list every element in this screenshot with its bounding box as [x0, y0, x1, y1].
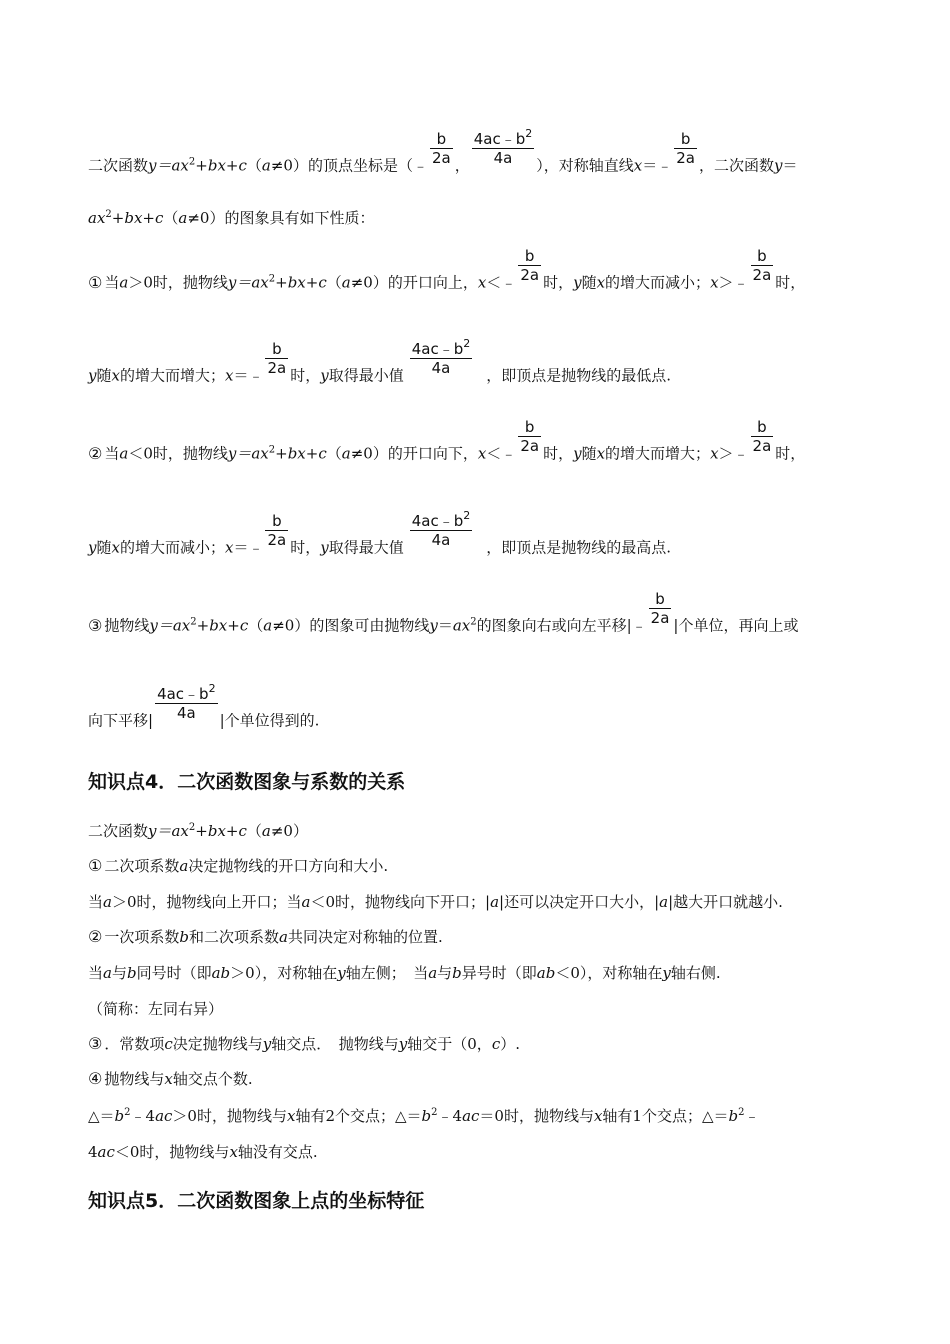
- item2-line2: [88, 509, 890, 567]
- math: y: [262, 1035, 272, 1053]
- math: a: [178, 209, 188, 227]
- fraction-shift: [155, 682, 218, 722]
- math: y: [320, 366, 329, 385]
- text: 决定抛物线的开口方向和大小.: [188, 857, 389, 875]
- numerator-text: 4ac﹣b: [157, 685, 209, 703]
- math: x: [111, 538, 120, 557]
- math: y＝ax: [148, 822, 189, 840]
- text: 随: [581, 444, 597, 463]
- math: x: [477, 273, 487, 292]
- numerator: [410, 337, 473, 359]
- text: 一次项系数: [104, 928, 180, 946]
- s4-line4: [88, 927, 890, 947]
- text: 的增大而增大；: [119, 366, 225, 385]
- text: 轴有2个交点；△＝: [295, 1107, 422, 1125]
- math: x: [111, 366, 120, 385]
- text: 决定抛物线与: [172, 1035, 263, 1053]
- text: ＞﹣: [718, 444, 749, 463]
- text: △＝: [88, 1107, 115, 1125]
- s4-line3: [88, 892, 890, 912]
- exponent: 2: [188, 156, 196, 168]
- exponent: 2: [105, 209, 112, 220]
- text: ＜0时，抛物线向下开口；|: [310, 893, 491, 911]
- text: 抛物线: [104, 616, 150, 635]
- denominator: 4a: [176, 704, 196, 722]
- fraction-b-over-2a: [265, 340, 288, 377]
- text: ＞0），对称轴在: [230, 964, 338, 982]
- circled-number: ④: [88, 1069, 103, 1088]
- math: y: [88, 366, 97, 385]
- circled-number: ②: [88, 927, 103, 946]
- math: a: [490, 893, 500, 911]
- exponent: 2: [268, 444, 276, 456]
- s4-line2: [88, 856, 890, 876]
- text: 抛物线与: [104, 1070, 165, 1088]
- math: x: [596, 444, 606, 463]
- numerator: [155, 682, 218, 704]
- exponent: 2: [431, 1107, 438, 1118]
- text: ＜0时，抛物线: [128, 444, 228, 463]
- math: y＝ax: [227, 273, 269, 292]
- text: 时，: [290, 538, 321, 557]
- denominator: 2a: [267, 531, 287, 549]
- exponent: 2: [525, 127, 533, 140]
- numerator: b: [430, 130, 453, 149]
- text: 异号时（即: [461, 964, 537, 982]
- math: x: [224, 366, 234, 385]
- math: +bx+c: [111, 209, 164, 227]
- math: a: [261, 156, 271, 175]
- numerator: b: [751, 418, 774, 437]
- text: 时，: [543, 273, 574, 292]
- denominator: 2a: [752, 266, 772, 284]
- fraction-min-value: [410, 337, 473, 377]
- fraction-b-over-2a: [265, 512, 288, 549]
- text: ﹣4: [130, 1107, 156, 1125]
- section-heading-5: 知识点5．二次函数图象上点的坐标特征: [88, 1190, 425, 1212]
- text: （: [248, 616, 264, 635]
- denominator: 2a: [267, 359, 287, 377]
- text: 轴有1个交点；△＝: [602, 1107, 729, 1125]
- math: y: [573, 444, 582, 463]
- text: |还可以决定开口大小，|: [499, 893, 660, 911]
- text: 的增大而减小；: [119, 538, 225, 557]
- text: ＞﹣: [718, 273, 749, 292]
- text: （: [163, 209, 179, 227]
- text: 的增大而减小；: [605, 273, 711, 292]
- denominator: 4a: [431, 359, 451, 377]
- math: y: [774, 156, 783, 175]
- math: ax: [88, 209, 106, 227]
- text: 和二次项系数: [188, 928, 279, 946]
- circled-number: ②: [88, 443, 103, 463]
- text: （: [326, 273, 342, 292]
- math: y: [573, 273, 582, 292]
- exponent: 2: [470, 616, 477, 628]
- denominator: 2a: [676, 149, 696, 167]
- text: 时，: [290, 366, 321, 385]
- text: |个单位，再向上或: [673, 616, 799, 635]
- math: b: [126, 964, 137, 982]
- math: c: [491, 1035, 501, 1053]
- math: a: [301, 893, 311, 911]
- s4-line1: [88, 821, 890, 841]
- exponent: 2: [208, 682, 216, 695]
- math: x: [477, 444, 487, 463]
- text: ，即顶点是抛物线的最高点.: [486, 538, 672, 557]
- text: 随: [96, 366, 112, 385]
- text: ＜0时，抛物线与: [114, 1143, 230, 1161]
- text: ，即顶点是抛物线的最低点.: [486, 366, 672, 385]
- text: （: [246, 822, 262, 840]
- math: y＝ax: [149, 616, 191, 635]
- math: ac: [155, 1107, 173, 1125]
- text: （: [246, 156, 262, 175]
- fraction-b-over-2a: [430, 130, 453, 167]
- math: a: [263, 616, 273, 635]
- item1-line2: [88, 337, 890, 395]
- s4-line10: [88, 1142, 890, 1162]
- math: a: [659, 893, 669, 911]
- text: ），对称轴直线: [536, 156, 634, 175]
- math: y＝ax: [227, 444, 269, 463]
- s4-line6: （简称：左同右异）: [88, 1000, 224, 1018]
- text: ＜0），对称轴在: [555, 964, 663, 982]
- denominator: 2a: [752, 437, 772, 455]
- text: 向下平移|: [88, 711, 154, 730]
- fraction-vertex-y: [472, 127, 535, 167]
- fraction-b-over-2a: [518, 418, 541, 455]
- text: 轴交点个数.: [172, 1070, 253, 1088]
- item1-line1: [88, 247, 890, 302]
- math: x: [286, 1107, 296, 1125]
- text: ﹣: [744, 1107, 760, 1125]
- math: ab: [536, 964, 556, 982]
- text: 时，: [775, 444, 806, 463]
- text: 轴交于（0，: [407, 1035, 492, 1053]
- text: ≠0）: [270, 822, 308, 840]
- circled-number: ①: [88, 856, 103, 875]
- text: ＝﹣: [642, 156, 673, 175]
- math: +bx+c: [196, 616, 249, 635]
- text: ．常数项: [104, 1035, 165, 1053]
- numerator-text: 4ac﹣b: [411, 512, 464, 530]
- exponent: 2: [124, 1107, 131, 1118]
- text: 轴右侧.: [670, 964, 721, 982]
- fraction-b-over-2a: [751, 247, 774, 284]
- exponent: 2: [463, 337, 471, 350]
- text: 当: [104, 273, 120, 292]
- math: b: [452, 964, 462, 982]
- text: 与: [437, 964, 453, 982]
- math: y: [429, 616, 438, 635]
- fraction-b-over-2a: [518, 247, 541, 284]
- math: x: [596, 273, 606, 292]
- text: 的图象向右或向左平移|﹣: [476, 616, 647, 635]
- numerator-text: 4ac﹣b: [411, 340, 464, 358]
- math: y: [662, 964, 671, 982]
- denominator: 2a: [650, 609, 670, 627]
- text: 轴没有交点.: [237, 1143, 318, 1161]
- denominator: 4a: [431, 531, 451, 549]
- text: ≠0）的开口向上，: [350, 273, 478, 292]
- text: ＞0时，抛物线向上开口；当: [111, 893, 302, 911]
- math: y＝ax: [148, 156, 189, 175]
- text: ＜﹣: [486, 273, 517, 292]
- numerator: b: [265, 340, 288, 359]
- math: a: [341, 444, 351, 463]
- fraction-b-over-2a: [674, 130, 697, 167]
- math: a: [103, 893, 112, 911]
- math: b: [421, 1107, 432, 1125]
- numerator: b: [751, 247, 774, 266]
- math: b: [114, 1107, 125, 1125]
- text: 二次函数: [88, 822, 149, 840]
- math: +bx+c: [275, 273, 327, 292]
- text: ＜﹣: [486, 444, 517, 463]
- text: ＝﹣: [233, 366, 264, 385]
- text: 当: [88, 964, 104, 982]
- text: 时，: [543, 444, 574, 463]
- text: （: [326, 444, 342, 463]
- text: ＞0时，抛物线与: [172, 1107, 287, 1125]
- text: 共同决定对称轴的位置.: [287, 928, 443, 946]
- text: ＝0时，抛物线与: [479, 1107, 594, 1125]
- numerator: b: [649, 590, 672, 609]
- exponent: 2: [738, 1107, 745, 1118]
- text: |个单位得到的.: [219, 711, 320, 730]
- math: +bx+c: [195, 822, 247, 840]
- fraction-b-over-2a: [751, 418, 774, 455]
- denominator: 2a: [431, 149, 451, 167]
- math: ac: [462, 1107, 480, 1125]
- text: 二次函数: [88, 156, 149, 175]
- denominator: 2a: [520, 266, 540, 284]
- math: +bx+c: [195, 156, 247, 175]
- math: ac: [97, 1143, 115, 1161]
- math: a: [261, 822, 271, 840]
- text: 与: [111, 964, 127, 982]
- text: ＝﹣: [233, 538, 264, 557]
- item2-line1: [88, 418, 890, 473]
- math: a: [428, 964, 438, 982]
- text: |越大开口就越小.: [668, 893, 783, 911]
- fraction-max-value: [410, 509, 473, 549]
- numerator: [472, 127, 535, 149]
- text: ＞0时，抛物线: [128, 273, 228, 292]
- math: a: [278, 928, 288, 946]
- item3-line2: [88, 682, 890, 740]
- s4-line7: [88, 1034, 890, 1054]
- math: ax: [452, 616, 471, 635]
- text: 4: [88, 1143, 98, 1161]
- exponent: 2: [268, 273, 276, 285]
- section-heading-4: 知识点4．二次函数图象与系数的关系: [88, 771, 406, 793]
- circled-number: ③: [88, 615, 103, 635]
- fraction-b-over-2a: [649, 590, 672, 627]
- s4-line8: [88, 1069, 890, 1089]
- math: x: [164, 1070, 173, 1088]
- numerator: b: [674, 130, 697, 149]
- text: ≠0）的图象具有如下性质：: [187, 209, 375, 227]
- equals: ＝: [782, 156, 798, 175]
- item3-line1: [88, 590, 890, 645]
- text: 二次项系数: [104, 857, 180, 875]
- denominator: 2a: [520, 437, 540, 455]
- math: x: [593, 1107, 603, 1125]
- math: a: [179, 857, 189, 875]
- math: x: [229, 1143, 238, 1161]
- numerator: [410, 509, 473, 531]
- vertex-line: [88, 127, 890, 185]
- math: a: [119, 444, 129, 463]
- text: 的增大而增大；: [605, 444, 711, 463]
- math: x: [224, 538, 234, 557]
- text: 随: [96, 538, 112, 557]
- math: +bx+c: [275, 444, 327, 463]
- text: ，二次函数: [699, 156, 775, 175]
- text: ＝: [437, 616, 453, 635]
- text: ≠0）的开口向下，: [350, 444, 478, 463]
- numerator: b: [518, 418, 541, 437]
- math: b: [179, 928, 189, 946]
- exponent: 2: [190, 616, 197, 628]
- math: y: [337, 964, 346, 982]
- math: y: [320, 538, 329, 557]
- math: y: [88, 538, 97, 557]
- math: b: [728, 1107, 739, 1125]
- text: ，: [454, 156, 470, 175]
- math: a: [119, 273, 129, 292]
- denominator: 4a: [493, 149, 513, 167]
- s4-line9: [88, 1106, 890, 1126]
- math: x: [710, 444, 719, 463]
- numerator: b: [518, 247, 541, 266]
- math: c: [164, 1035, 173, 1053]
- math: ab: [211, 964, 231, 982]
- s4-line5: [88, 963, 890, 983]
- math: x: [633, 156, 643, 175]
- circled-number: ③: [88, 1034, 103, 1053]
- text: 随: [581, 273, 597, 292]
- text: ﹣4: [437, 1107, 463, 1125]
- properties-intro-line: [88, 208, 890, 228]
- text: ≠0）的顶点坐标是（﹣: [270, 156, 428, 175]
- text: 时，: [775, 273, 806, 292]
- circled-number: ①: [88, 272, 103, 292]
- text: 轴左侧； 当: [345, 964, 429, 982]
- numerator-text: 4ac﹣b: [473, 130, 526, 148]
- text: 取得最大值: [328, 538, 404, 557]
- math: a: [103, 964, 112, 982]
- text: 当: [88, 893, 104, 911]
- numerator: b: [265, 512, 288, 531]
- text: 同号时（即: [136, 964, 212, 982]
- math: x: [710, 273, 719, 292]
- exponent: 2: [463, 509, 471, 522]
- text: ）.: [500, 1035, 520, 1053]
- text: 轴交点． 抛物线与: [271, 1035, 399, 1053]
- text: 取得最小值: [328, 366, 404, 385]
- exponent: 2: [188, 822, 196, 833]
- math: a: [341, 273, 351, 292]
- text: 当: [104, 444, 120, 463]
- math: y: [398, 1035, 408, 1053]
- text: ≠0）的图象可由抛物线: [272, 616, 430, 635]
